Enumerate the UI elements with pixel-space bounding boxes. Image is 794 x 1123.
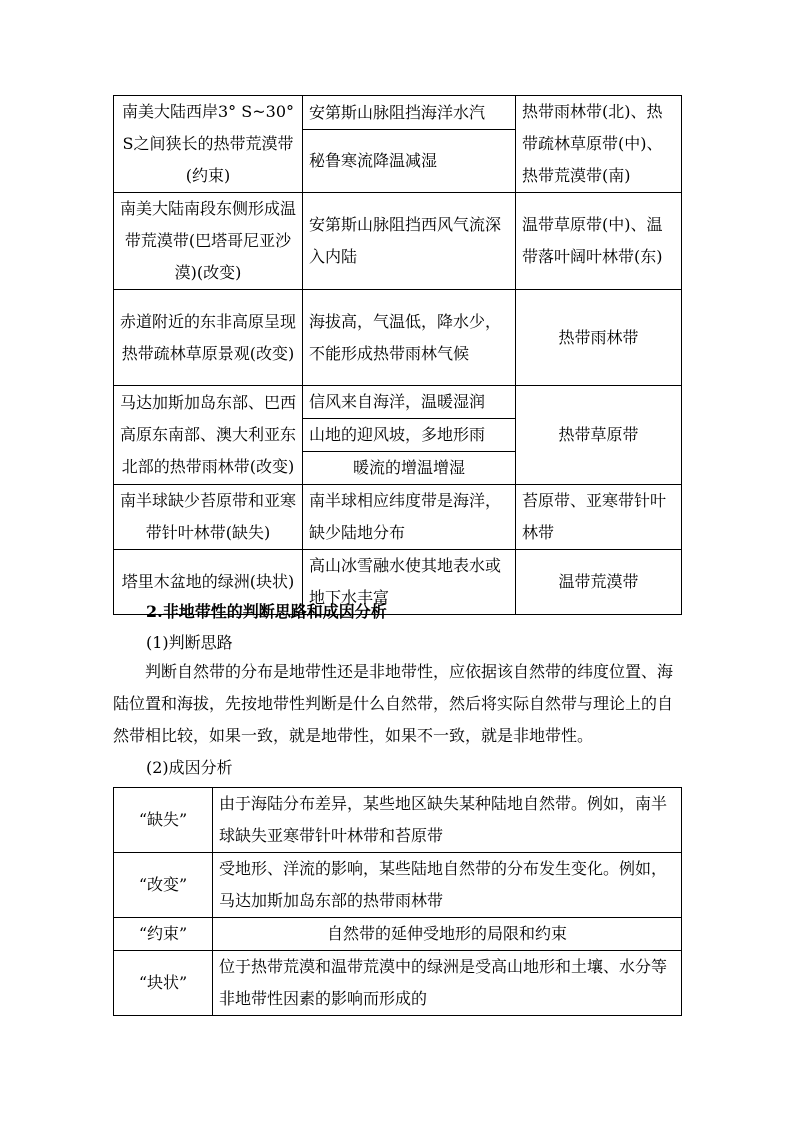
phenomenon-cell: 马达加斯加岛东部、巴西高原东南部、澳大利亚东北部的热带雨林带(改变) [114,386,303,485]
zone-cell: 热带雨林带(北)、热带疏林草原带(中)、热带荒漠带(南) [516,96,682,193]
table-row [114,918,682,951]
table-row [114,853,682,918]
term-cell: “缺失” [114,788,213,853]
subsection-heading: (1)判断思路 [146,633,233,652]
cause-cell: 海拔高，气温低，降水少，不能形成热带雨林气候 [303,290,516,386]
body-paragraph: 判断自然带的分布是地带性还是非地带性，应依据该自然带的纬度位置、海陆位置和海拔，先按地带性判断是什么自然带，然后将实际自然带与理论上的自然带相比较，如果一致，就是地带性，如果不一致，就是非地带性。 [113,662,674,745]
table-row [114,788,682,853]
zone-cell: 温带草原带(中)、温带落叶阔叶林带(东) [516,193,682,290]
desc-cell: 受地形、洋流的影响，某些陆地自然带的分布发生变化。例如，马达加斯加岛东部的热带雨林带 [213,853,682,918]
cause-cell: 山地的迎风坡，多地形雨 [303,419,516,452]
table-row [114,951,682,1016]
cause-cell: 南半球相应纬度带是海洋，缺少陆地分布 [303,485,516,550]
term-cell: “块状” [114,951,213,1016]
zone-cell: 热带草原带 [516,386,682,485]
table-row [114,193,682,290]
cause-cell: 高山冰雪融水使其地表水或地下水丰富 [303,550,516,615]
cause-cell: 安第斯山脉阻挡海洋水汽 [303,96,516,130]
table-row [114,290,682,386]
zone-cell: 温带荒漠带 [516,550,682,615]
term-cell: “约束” [114,918,213,951]
phenomenon-cell: 赤道附近的东非高原呈现热带疏林草原景观(改变) [114,290,303,386]
table-row [114,96,682,130]
table-row [114,485,682,550]
desc-cell: 自然带的延伸受地形的局限和约束 [213,918,682,951]
section-heading: 2.非地带性的判断思路和成因分析 [146,602,387,621]
cause-cell: 信风来自海洋，温暖湿润 [303,386,516,419]
table-row [114,386,682,419]
zone-cell: 热带雨林带 [516,290,682,386]
cause-cell: 秘鲁寒流降温减湿 [303,130,516,193]
phenomenon-cell: 塔里木盆地的绿洲(块状) [114,550,303,615]
natural-zone-anomaly-table [113,95,682,615]
cause-analysis-table [113,787,682,1016]
cause-cell: 暖流的增温增湿 [303,452,516,485]
desc-cell: 由于海陆分布差异，某些地区缺失某种陆地自然带。例如，南半球缺失亚寒带针叶林带和苔原带 [213,788,682,853]
phenomenon-cell: 南美大陆南段东侧形成温带荒漠带(巴塔哥尼亚沙漠)(改变) [114,193,303,290]
desc-cell: 位于热带荒漠和温带荒漠中的绿洲是受高山地形和土壤、水分等非地带性因素的影响而形成的 [213,951,682,1016]
term-cell: “改变” [114,853,213,918]
zone-cell: 苔原带、亚寒带针叶林带 [516,485,682,550]
cause-cell: 安第斯山脉阻挡西风气流深入内陆 [303,193,516,290]
phenomenon-cell: 南半球缺少苔原带和亚寒带针叶林带(缺失) [114,485,303,550]
phenomenon-cell: 南美大陆西岸3° S~30°S之间狭长的热带荒漠带(约束) [114,96,303,193]
subsection-heading: (2)成因分析 [146,758,233,777]
